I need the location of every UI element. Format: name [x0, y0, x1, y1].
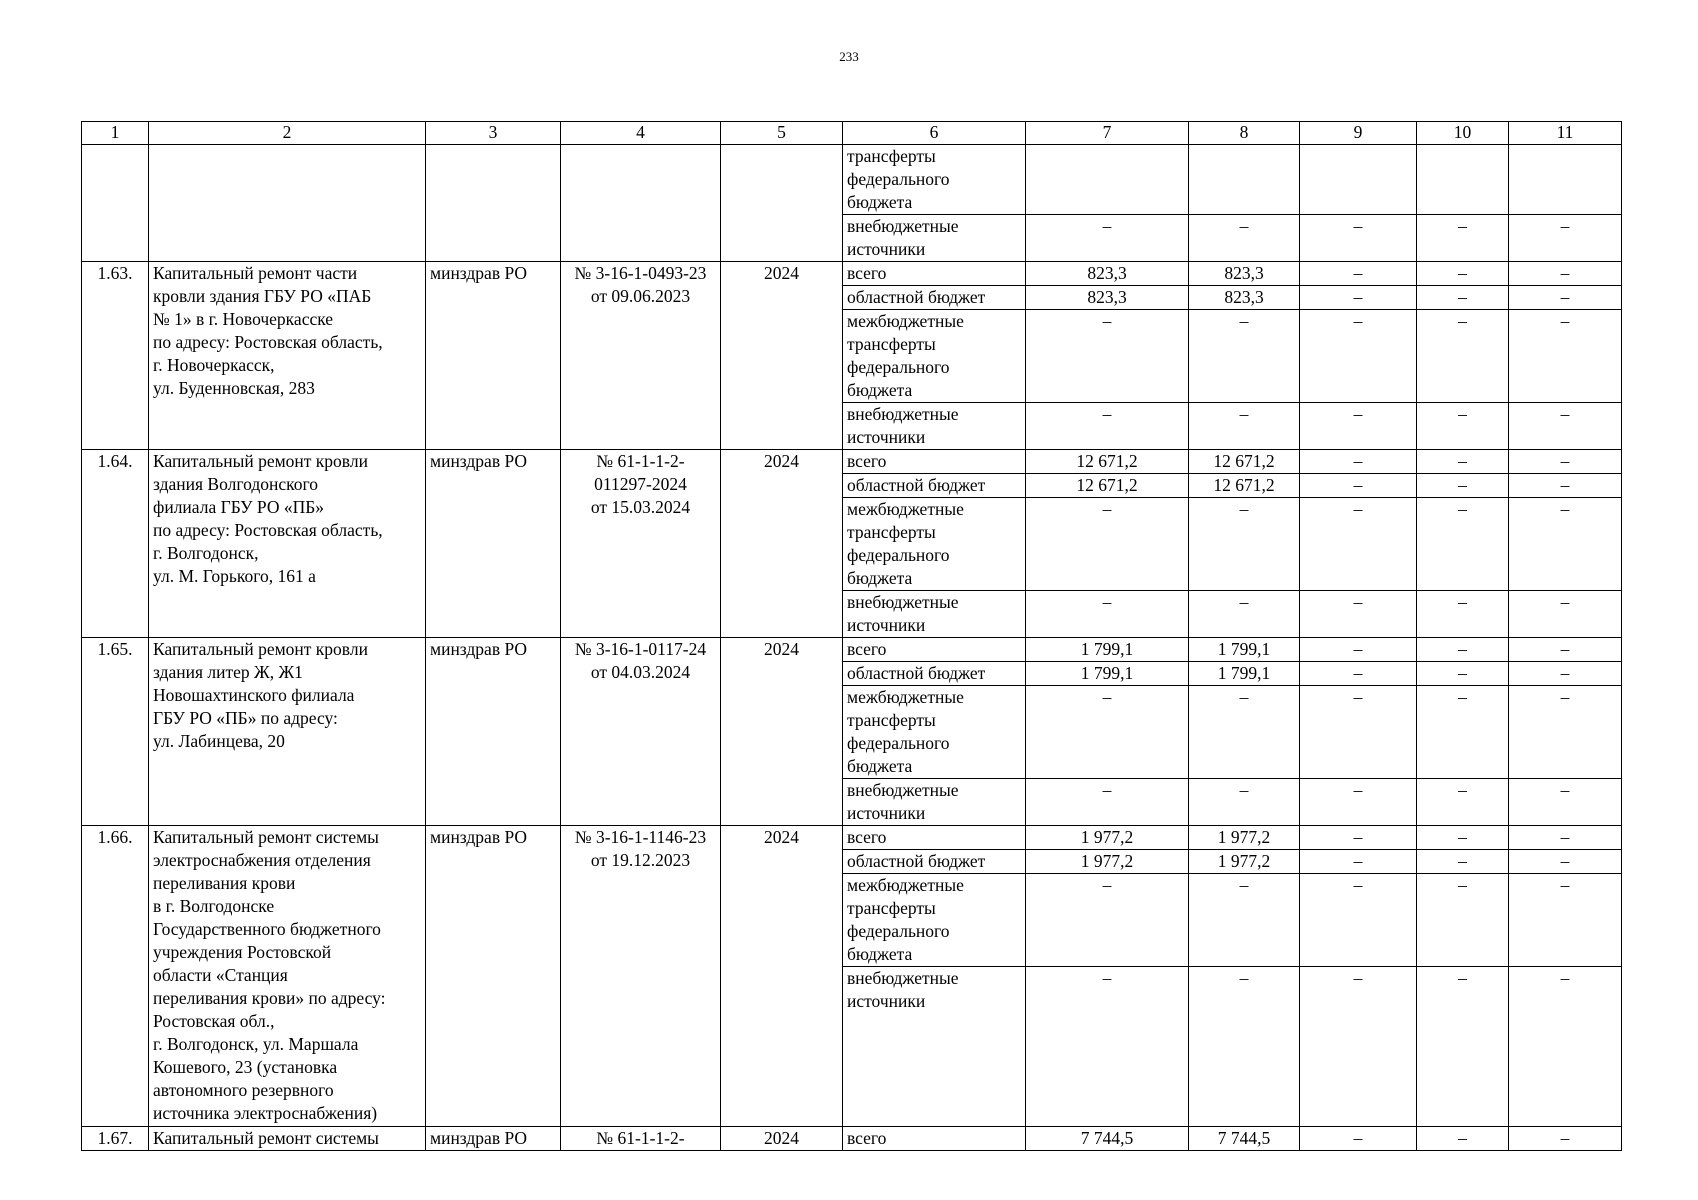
- funding-source: всего: [843, 1127, 1026, 1151]
- value-col9: –: [1300, 310, 1417, 403]
- value-col11: –: [1509, 591, 1622, 638]
- value-col10: –: [1417, 450, 1509, 474]
- value-col8: 823,3: [1189, 262, 1300, 286]
- funding-source: межбюджетные трансферты федерального бюджета: [843, 874, 1026, 967]
- value-col11: –: [1509, 262, 1622, 286]
- value-col7: –: [1026, 215, 1189, 262]
- item-name: [149, 145, 426, 262]
- value-col9: –: [1300, 474, 1417, 498]
- item-doc: № 3-16-1-0117-24 от 04.03.2024: [561, 638, 721, 826]
- value-col10: –: [1417, 686, 1509, 779]
- budget-table: [81, 121, 1622, 1151]
- value-col7: –: [1026, 967, 1189, 1127]
- value-col9: [1300, 145, 1417, 215]
- item-doc: № 3-16-1-0493-23 от 09.06.2023: [561, 262, 721, 450]
- value-col8: –: [1189, 967, 1300, 1127]
- funding-source: внебюджетные источники: [843, 215, 1026, 262]
- item-name: Капитальный ремонт части кровли здания ГБУ РО «ПАБ № 1» в г. Новочеркасске по адресу: Ростовская область, г. Новочеркасск, ул. Буденновская, 283: [149, 262, 426, 450]
- item-year: 2024: [721, 826, 843, 1127]
- value-col10: –: [1417, 310, 1509, 403]
- value-col10: –: [1417, 874, 1509, 967]
- value-col8: –: [1189, 874, 1300, 967]
- item-number: 1.67.: [82, 1127, 149, 1151]
- value-col11: [1509, 145, 1622, 215]
- value-col9: –: [1300, 967, 1417, 1127]
- value-col10: –: [1417, 474, 1509, 498]
- value-col11: –: [1509, 286, 1622, 310]
- value-col9: –: [1300, 1127, 1417, 1151]
- value-col8: 1 977,2: [1189, 850, 1300, 874]
- value-col7: 823,3: [1026, 286, 1189, 310]
- value-col10: –: [1417, 498, 1509, 591]
- value-col11: –: [1509, 850, 1622, 874]
- item-year: 2024: [721, 638, 843, 826]
- col-header: 7: [1026, 122, 1189, 145]
- value-col10: [1417, 145, 1509, 215]
- value-col8: –: [1189, 403, 1300, 450]
- funding-source: межбюджетные трансферты федерального бюджета: [843, 498, 1026, 591]
- value-col11: –: [1509, 450, 1622, 474]
- value-col11: –: [1509, 826, 1622, 850]
- table-row: [82, 145, 1622, 215]
- header-row: [82, 122, 1622, 145]
- value-col11: –: [1509, 662, 1622, 686]
- funding-source: внебюджетные источники: [843, 779, 1026, 826]
- table-row: [82, 826, 1622, 850]
- funding-source: всего: [843, 638, 1026, 662]
- item-year: [721, 145, 843, 262]
- col-header: 9: [1300, 122, 1417, 145]
- col-header: 3: [426, 122, 561, 145]
- value-col8: [1189, 145, 1300, 215]
- table-row: [82, 450, 1622, 474]
- value-col10: –: [1417, 286, 1509, 310]
- value-col8: 1 799,1: [1189, 638, 1300, 662]
- value-col7: 1 977,2: [1026, 850, 1189, 874]
- funding-source: областной бюджет: [843, 850, 1026, 874]
- item-doc: [561, 145, 721, 262]
- value-col8: 823,3: [1189, 286, 1300, 310]
- item-name: Капитальный ремонт системы электроснабжения отделения переливания крови в г. Волгодонске Государственного бюджетного учреждения Ростовской области «Станция переливания крови» по адресу: Ростовская обл., г. Волгодонск, ул. Маршала Кошевого, 23 (установка автономного резервного источника электроснабжения): [149, 826, 426, 1127]
- value-col11: –: [1509, 403, 1622, 450]
- value-col9: –: [1300, 591, 1417, 638]
- value-col7: –: [1026, 686, 1189, 779]
- value-col7: 12 671,2: [1026, 474, 1189, 498]
- item-org: минздрав РО: [426, 638, 561, 826]
- value-col8: –: [1189, 591, 1300, 638]
- funding-source: внебюджетные источники: [843, 591, 1026, 638]
- item-doc: № 3-16-1-1146-23 от 19.12.2023: [561, 826, 721, 1127]
- value-col9: –: [1300, 450, 1417, 474]
- value-col11: –: [1509, 498, 1622, 591]
- value-col9: –: [1300, 874, 1417, 967]
- item-org: минздрав РО: [426, 450, 561, 638]
- value-col10: –: [1417, 662, 1509, 686]
- funding-source: всего: [843, 262, 1026, 286]
- col-header: 6: [843, 122, 1026, 145]
- funding-source: трансферты федерального бюджета: [843, 145, 1026, 215]
- value-col9: –: [1300, 286, 1417, 310]
- value-col8: –: [1189, 310, 1300, 403]
- item-org: минздрав РО: [426, 262, 561, 450]
- funding-source: областной бюджет: [843, 286, 1026, 310]
- value-col10: –: [1417, 262, 1509, 286]
- value-col7: 823,3: [1026, 262, 1189, 286]
- value-col10: –: [1417, 850, 1509, 874]
- table-row: [82, 1127, 1622, 1151]
- value-col11: –: [1509, 874, 1622, 967]
- value-col7: [1026, 145, 1189, 215]
- value-col9: –: [1300, 498, 1417, 591]
- item-number: 1.65.: [82, 638, 149, 826]
- value-col10: –: [1417, 638, 1509, 662]
- funding-source: межбюджетные трансферты федерального бюджета: [843, 686, 1026, 779]
- value-col9: –: [1300, 826, 1417, 850]
- value-col9: –: [1300, 662, 1417, 686]
- value-col8: 1 799,1: [1189, 662, 1300, 686]
- value-col10: –: [1417, 591, 1509, 638]
- item-name: Капитальный ремонт кровли здания литер Ж, Ж1 Новошахтинского филиала ГБУ РО «ПБ» по адресу: ул. Лабинцева, 20: [149, 638, 426, 826]
- value-col8: –: [1189, 215, 1300, 262]
- value-col8: 7 744,5: [1189, 1127, 1300, 1151]
- item-year: 2024: [721, 262, 843, 450]
- item-year: 2024: [721, 1127, 843, 1151]
- value-col10: –: [1417, 403, 1509, 450]
- value-col7: 1 977,2: [1026, 826, 1189, 850]
- value-col8: –: [1189, 686, 1300, 779]
- value-col8: 1 977,2: [1189, 826, 1300, 850]
- col-header: 2: [149, 122, 426, 145]
- value-col11: –: [1509, 686, 1622, 779]
- funding-source: областной бюджет: [843, 474, 1026, 498]
- value-col11: –: [1509, 1127, 1622, 1151]
- value-col9: –: [1300, 262, 1417, 286]
- value-col7: –: [1026, 779, 1189, 826]
- item-name: Капитальный ремонт кровли здания Волгодонского филиала ГБУ РО «ПБ» по адресу: Ростовская область, г. Волгодонск, ул. М. Горького, 161 а: [149, 450, 426, 638]
- item-number: [82, 145, 149, 262]
- item-doc: № 61-1-1-2-: [561, 1127, 721, 1151]
- item-number: 1.63.: [82, 262, 149, 450]
- value-col7: –: [1026, 310, 1189, 403]
- value-col7: –: [1026, 498, 1189, 591]
- item-org: минздрав РО: [426, 1127, 561, 1151]
- value-col11: –: [1509, 215, 1622, 262]
- funding-source: всего: [843, 826, 1026, 850]
- value-col9: –: [1300, 403, 1417, 450]
- value-col11: –: [1509, 779, 1622, 826]
- value-col9: –: [1300, 779, 1417, 826]
- value-col8: –: [1189, 498, 1300, 591]
- value-col7: –: [1026, 874, 1189, 967]
- col-header: 4: [561, 122, 721, 145]
- value-col8: 12 671,2: [1189, 450, 1300, 474]
- funding-source: внебюджетные источники: [843, 967, 1026, 1127]
- value-col8: –: [1189, 779, 1300, 826]
- value-col9: –: [1300, 215, 1417, 262]
- col-header: 1: [82, 122, 149, 145]
- value-col10: –: [1417, 826, 1509, 850]
- page-number: 233: [839, 49, 859, 64]
- col-header: 8: [1189, 122, 1300, 145]
- col-header: 11: [1509, 122, 1622, 145]
- item-org: минздрав РО: [426, 826, 561, 1127]
- value-col11: –: [1509, 474, 1622, 498]
- table-row: [82, 638, 1622, 662]
- value-col10: –: [1417, 779, 1509, 826]
- funding-source: межбюджетные трансферты федерального бюджета: [843, 310, 1026, 403]
- item-doc: № 61-1-1-2- 011297-2024 от 15.03.2024: [561, 450, 721, 638]
- item-name: Капитальный ремонт системы: [149, 1127, 426, 1151]
- value-col11: –: [1509, 967, 1622, 1127]
- value-col9: –: [1300, 638, 1417, 662]
- value-col7: –: [1026, 403, 1189, 450]
- funding-source: внебюджетные источники: [843, 403, 1026, 450]
- funding-source: всего: [843, 450, 1026, 474]
- table-row: [82, 262, 1622, 286]
- value-col7: 1 799,1: [1026, 638, 1189, 662]
- item-number: 1.66.: [82, 826, 149, 1127]
- col-header: 5: [721, 122, 843, 145]
- item-number: 1.64.: [82, 450, 149, 638]
- value-col10: –: [1417, 1127, 1509, 1151]
- value-col10: –: [1417, 967, 1509, 1127]
- value-col10: –: [1417, 215, 1509, 262]
- value-col7: 7 744,5: [1026, 1127, 1189, 1151]
- value-col7: 12 671,2: [1026, 450, 1189, 474]
- item-org: [426, 145, 561, 262]
- value-col11: –: [1509, 638, 1622, 662]
- value-col7: –: [1026, 591, 1189, 638]
- col-header: 10: [1417, 122, 1509, 145]
- value-col8: 12 671,2: [1189, 474, 1300, 498]
- value-col7: 1 799,1: [1026, 662, 1189, 686]
- value-col11: –: [1509, 310, 1622, 403]
- item-year: 2024: [721, 450, 843, 638]
- value-col9: –: [1300, 850, 1417, 874]
- value-col9: –: [1300, 686, 1417, 779]
- funding-source: областной бюджет: [843, 662, 1026, 686]
